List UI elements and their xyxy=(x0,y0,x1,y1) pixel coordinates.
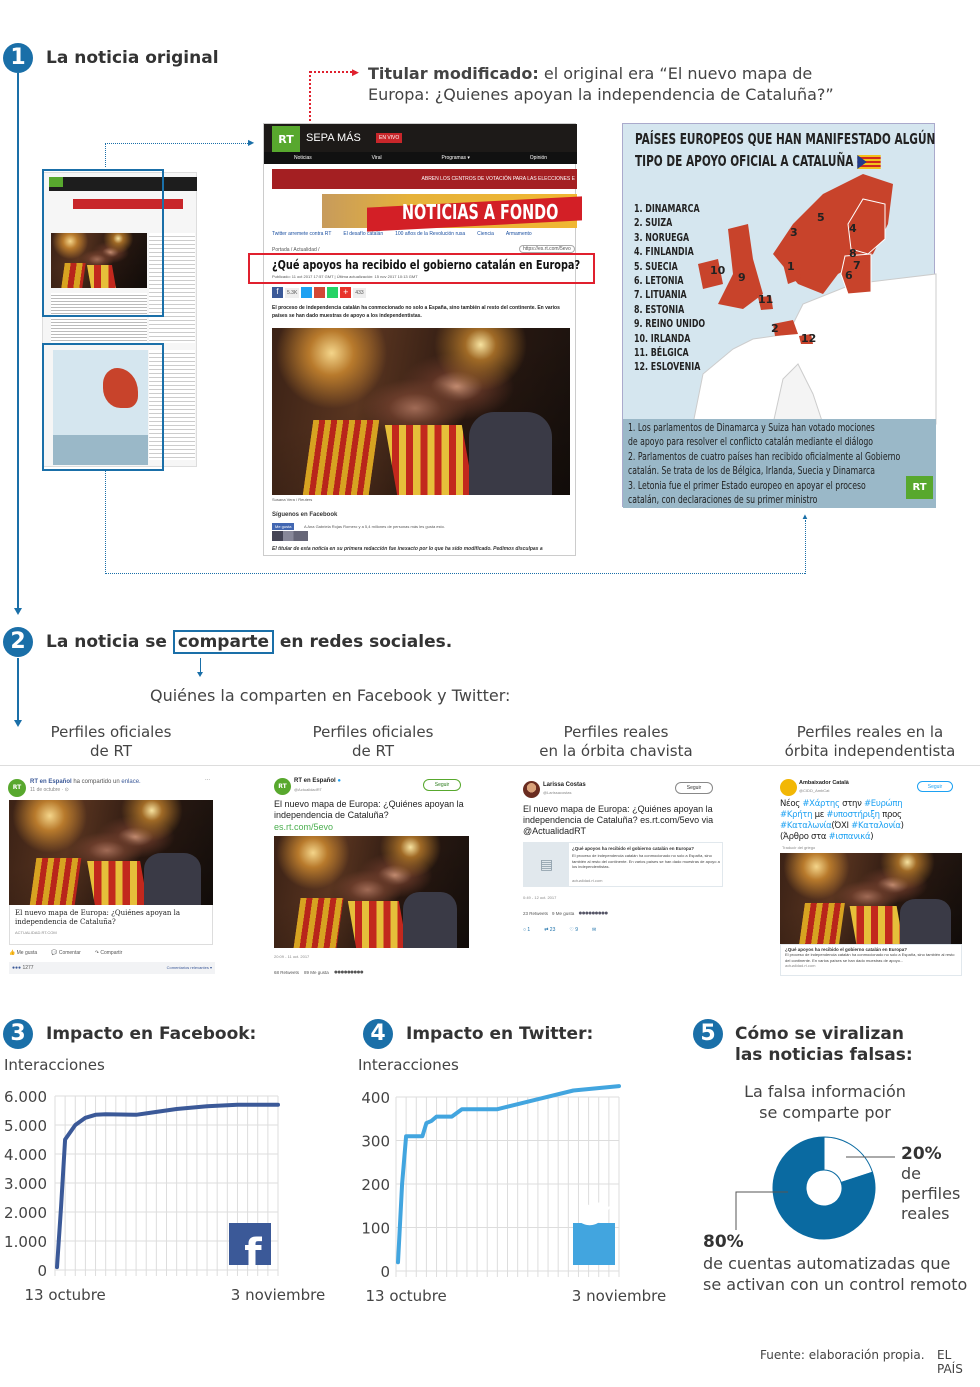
comments-sort[interactable]: Comentarios relevantes ▾ xyxy=(166,965,212,970)
y-tick-label: 5.000 xyxy=(4,1117,47,1135)
annotation-connector xyxy=(310,71,356,73)
account-name: Larissa Costas xyxy=(543,782,586,788)
column-header: Perfiles reales en la órbita chavista xyxy=(539,723,693,760)
automated-accounts-percent: 80% xyxy=(703,1232,744,1252)
comment-button[interactable]: 💬 Comentar xyxy=(51,950,81,956)
plus-share-icon[interactable]: + xyxy=(340,287,351,298)
post-photo[interactable] xyxy=(9,800,213,905)
headline-annotation: Titular modificado: el original era “El nuevo mapa de Europa: ¿Quienes apoyan la independencia de Cataluña?” xyxy=(368,64,834,104)
map-note-line: 2. Parlamentos de cuatro países han recibido oficialmente al Gobierno xyxy=(628,450,901,463)
link-card[interactable]: ¿Qué apoyos ha recibido el gobierno catalán en Europa? El proceso de independencia catalán ha conmocionado no solo a España, sino también al resto del continente. En varios países se han dado muestras de apoyo... actualidad.rt.com xyxy=(780,944,962,976)
step-1-badge: 1 xyxy=(3,43,33,73)
map-number-label: 6 xyxy=(845,269,853,282)
arrow-down-icon xyxy=(14,608,22,615)
follow-button[interactable]: Seguir xyxy=(675,782,713,794)
automated-accounts-label: de cuentas automatizadas que se activan con un control remoto xyxy=(703,1254,968,1294)
column-header: Perfiles oficiales de RT xyxy=(312,723,434,760)
connector xyxy=(200,658,201,672)
section-2-title: La noticia se comparte en redes sociales. xyxy=(46,632,453,652)
facebook-glyph: f xyxy=(244,1231,262,1277)
site-tagline: SEPA MÁS xyxy=(306,132,361,144)
donut-intro: La falsa información se comparte por xyxy=(744,1082,906,1122)
like-button[interactable]: 👍 Me gusta xyxy=(9,950,38,956)
translate-link[interactable]: Traducir del griego xyxy=(782,845,816,850)
map-number-label: 10 xyxy=(710,264,726,277)
y-tick-label: 3.000 xyxy=(4,1175,47,1193)
topic-link[interactable]: El desafío catalán xyxy=(343,231,384,237)
breaking-banner[interactable]: ABREN LOS CENTROS DE VOTACIÓN PARA LAS ELECCIONES E xyxy=(272,169,577,189)
map-note-line: catalán. Se trata de los de Bélgica, Irlanda, Suecia y Dinamarca xyxy=(628,465,875,478)
section-3-title: Impacto en Facebook: xyxy=(46,1024,257,1044)
country-list xyxy=(634,202,705,375)
source-note: Fuente: elaboración propia. xyxy=(760,1348,925,1362)
tweet-time: 20:09 - 11 oct. 2017 xyxy=(274,954,310,959)
map-notes xyxy=(623,419,936,508)
friend-avatars xyxy=(272,531,308,541)
map-number-label: 12 xyxy=(801,332,817,345)
reactions-bar xyxy=(9,962,215,974)
map-number-label: 2 xyxy=(771,322,779,335)
y-tick-label: 200 xyxy=(361,1176,390,1194)
y-tick-label: 400 xyxy=(361,1089,390,1107)
article-lead: El proceso de independencia catalán ha conmocionado no solo a España, sino también al resto del continente. En varios países se han dado muestras de apoyo a los independentistas. xyxy=(272,305,560,319)
whatsapp-share-icon[interactable] xyxy=(327,287,338,298)
map-connector-up xyxy=(805,520,806,574)
y-tick-label: 300 xyxy=(361,1132,390,1151)
topic-link[interactable]: Ciencia xyxy=(477,231,494,237)
arrow-down-icon xyxy=(197,672,203,677)
map-number-label: 8 xyxy=(849,247,857,260)
breadcrumb[interactable]: Portada / Actualidad / xyxy=(272,247,320,253)
link-preview[interactable]: El nuevo mapa de Europa: ¿Quiénes apoyan la independencia de Cataluña? ACTUALIDAD.RT.COM xyxy=(9,905,213,945)
x-tick-label: 13 octubre xyxy=(365,1287,447,1305)
reaction-count: ●●● 1277 xyxy=(12,965,34,971)
facebook-chart xyxy=(0,1080,330,1310)
document-icon: ▤ xyxy=(524,843,569,886)
user-avatars: ●●●●●●●●● xyxy=(578,910,608,917)
tweet-card-rt xyxy=(270,775,470,975)
tweet-photo[interactable] xyxy=(780,853,962,944)
retweet-button[interactable]: ⇄ 23 xyxy=(544,927,556,933)
twitter-icon xyxy=(573,1223,615,1265)
map-number-label: 9 xyxy=(738,271,746,284)
page-name[interactable]: RT en Español xyxy=(30,779,72,785)
map-number-label: 5 xyxy=(817,211,825,224)
avatar: RT xyxy=(274,778,291,795)
country-list-item: 12. ESLOVENIA xyxy=(634,360,701,374)
section-1-title: La noticia original xyxy=(46,48,219,68)
correction-note: El titular de esta noticia en su primera redacción fue inexacto por lo que ha sido modificado. Pedimos disculpas a xyxy=(272,546,543,552)
x-tick-label: 3 noviembre xyxy=(571,1287,667,1305)
map-title: PAÍSES EUROPEOS QUE HAN MANIFESTADO ALGÚN TIPO DE APOYO OFICIAL A CATALUÑA xyxy=(635,130,936,170)
avatar: RT xyxy=(8,779,26,797)
real-profiles-percent: 20% xyxy=(901,1144,942,1164)
tweet-stats: 23 Retweets 9 Me gusta ●●●●●●●●● xyxy=(523,910,608,917)
nav-item[interactable]: Noticias xyxy=(293,155,312,161)
step-5-badge: 5 xyxy=(693,1019,723,1049)
step-4-badge: 4 xyxy=(363,1019,393,1049)
follow-button[interactable]: Seguir xyxy=(423,779,461,791)
article-screenshot xyxy=(263,123,581,556)
follow-button[interactable]: Seguir xyxy=(917,781,953,792)
section-banner: NOTICIAS A FONDO xyxy=(322,194,577,228)
avatar xyxy=(780,779,797,796)
arrow-up-icon: ▲ xyxy=(801,512,809,521)
arrow-right-icon: ▶ xyxy=(248,138,255,147)
reply-button[interactable]: ○ 1 xyxy=(523,927,531,933)
link-card[interactable]: ▤ ¿Qué apoyos ha recibido el gobierno catalán en Europa? El proceso de independencia catalán ha conmocionado no solo a España, sino también al resto del continente. En varios países se han dado muestras de apoyo a los independentistas. actualidad.rt.com xyxy=(523,842,723,887)
column-header: Perfiles oficiales de RT xyxy=(50,723,172,760)
europe-support-map xyxy=(622,123,935,507)
tweet-card-ambaixador xyxy=(777,775,967,980)
twitter-chart xyxy=(340,1080,667,1310)
post-actions xyxy=(9,950,122,956)
thumbnail-highlight-article xyxy=(42,169,164,317)
y-tick-label: 100 xyxy=(361,1219,390,1238)
tweet-text: El nuevo mapa de Europa: ¿Quiénes apoyan la independencia de Cataluña? xyxy=(274,799,464,820)
user-avatars: ●●●●●●●●● xyxy=(333,969,363,976)
country-list-item: 10. IRLANDA xyxy=(634,331,691,345)
timeline-line xyxy=(17,73,19,610)
country-list-item: 6. LETONIA xyxy=(634,274,684,288)
photo-credit: Susana Vera / Reuters xyxy=(272,497,313,502)
timeline-line xyxy=(17,658,19,720)
x-tick-label: 3 noviembre xyxy=(230,1286,326,1304)
map-number-label: 7 xyxy=(853,259,861,272)
country-list-item: 8. ESTONIA xyxy=(634,302,685,316)
map-number-label: 1 xyxy=(787,260,795,273)
tweet-actions xyxy=(523,927,596,933)
map-note-line: catalán, con declaraciones de su primer ministro xyxy=(628,494,818,507)
country-list-item: 11. BÉLGICA xyxy=(634,346,689,360)
short-url[interactable]: https://es.rt.com/5evo xyxy=(519,245,575,253)
nav-item[interactable]: Viral xyxy=(371,155,382,161)
map-number-label: 4 xyxy=(849,222,857,235)
account-name: Ambaixador Català xyxy=(799,780,849,786)
topic-link[interactable]: 100 años de la Revolución rusa xyxy=(395,231,466,237)
section-2-subtitle: Quiénes la comparten en Facebook y Twitter: xyxy=(150,686,511,705)
account-handle: @ActualidadRT xyxy=(294,787,322,792)
y-tick-label: 4.000 xyxy=(4,1146,47,1164)
brand-credit: EL PAÍS xyxy=(937,1348,963,1376)
arrow-right-icon: ▶ xyxy=(352,67,359,77)
country-list-item: 3. NORUEGA xyxy=(634,230,690,244)
account-handle: @CIDD_AmbCat xyxy=(799,788,830,793)
like-text: A Ana Gabriela Rojas Romero y a 5,4 millones de personas más les gusta esto. xyxy=(304,524,445,529)
tweet-text: Νέος #Χάρτης στην #Ευρώπη #Κρήτη με #υποστήριξη προς #Καταλωνία(ΌΧΙ #Καταλονία) (Άρθρο στα #ισπανικά) xyxy=(780,799,904,842)
step-3-badge: 3 xyxy=(3,1019,33,1049)
nav-item[interactable]: Programas ▾ xyxy=(441,155,470,161)
real-profiles-label: de perfiles reales xyxy=(901,1164,961,1223)
y-tick-label: 1.000 xyxy=(4,1233,47,1251)
article-photo xyxy=(272,328,570,495)
estelada-flag-icon xyxy=(857,155,880,169)
column-header: Perfiles reales en la órbita independentista xyxy=(784,723,956,760)
tweet-time: 0:49 - 12 oct. 2017 xyxy=(523,895,557,900)
message-button[interactable]: ✉ xyxy=(592,927,597,933)
y-tick-label: 0 xyxy=(380,1263,390,1281)
article-headline: ¿Qué apoyos ha recibido el gobierno catalán en Europa? xyxy=(272,258,581,272)
country-list-item: 2. SUIZA xyxy=(634,216,673,230)
share-bar: f 5.3K + 433 xyxy=(272,287,366,298)
step-2-badge: 2 xyxy=(3,627,33,657)
tweet-card-larissa xyxy=(520,775,725,940)
account-name: RT en Español ● xyxy=(294,778,341,784)
nav-item[interactable]: Opinión xyxy=(529,155,548,161)
section-5-title: Cómo se viralizan las noticias falsas: xyxy=(735,1024,913,1065)
y-tick-label: 2.000 xyxy=(4,1204,47,1222)
tweet-photo[interactable] xyxy=(274,836,469,948)
tweet-stats: 68 Retweets 89 Me gusta ●●●●●●●●● xyxy=(274,969,363,976)
reaction-icons: ●●● xyxy=(12,965,22,971)
country-list-item: 7. LITUANIA xyxy=(634,288,687,302)
verified-icon: ● xyxy=(337,778,341,784)
country-list-item: 5. SUECIA xyxy=(634,259,678,273)
facebook-share-icon[interactable]: f xyxy=(272,287,283,298)
facebook-like-button[interactable]: Me gusta xyxy=(272,523,294,530)
x-tick-label: 13 octubre xyxy=(24,1286,106,1304)
topic-link[interactable]: Armamento xyxy=(505,231,532,237)
main-nav xyxy=(264,152,577,164)
thumbnail-connector xyxy=(105,143,250,167)
post-date: 11 de octubre · ⊙ xyxy=(30,787,69,793)
section-4-title: Impacto en Twitter: xyxy=(406,1024,594,1044)
map-note-line: 1. Los parlamentos de Dinamarca y Suiza han votado mociones xyxy=(628,422,875,434)
y-axis-label: Interacciones xyxy=(358,1056,459,1074)
follow-heading: Síguenos en Facebook xyxy=(272,512,338,518)
country-list-item: 4. FINLANDIA xyxy=(634,245,694,259)
publish-date: Publicado: 11 oct 2017 17:57 GMT | Última actualización: 15 nov 2017 10:13 GMT xyxy=(272,274,418,279)
account-handle: @Larissacostas xyxy=(543,790,572,795)
facebook-post-card: RT RT en Español ha compartido un enlace. 11 de octubre · ⊙ ··· El nuevo mapa de Europa: ¿Quiénes apoyan la independencia de Cataluña? ACTUALIDAD.RT.COM 👍 Me gusta 💬 Comentar ↷ Compartir ●●● 1277 Comentarios relevantes ▾ xyxy=(5,775,215,975)
country-list-item: 9. REINO UNIDO xyxy=(634,317,706,331)
tweet-link[interactable]: es.rt.com/5evo xyxy=(274,822,334,832)
y-tick-label: 6.000 xyxy=(4,1088,47,1106)
share-button[interactable]: ↷ Compartir xyxy=(94,950,123,956)
share-highlight: comparte xyxy=(173,630,274,654)
rt-logo: RT xyxy=(272,126,300,154)
map-number-label: 3 xyxy=(790,226,798,239)
country-list-item: 1. DINAMARCA xyxy=(634,202,700,215)
googleplus-share-icon[interactable] xyxy=(314,287,325,298)
live-button[interactable]: EN VIVO xyxy=(376,133,402,143)
like-button[interactable]: ♡ 9 xyxy=(569,927,579,933)
twitter-share-icon[interactable] xyxy=(301,287,312,298)
thumbnail-highlight-map xyxy=(42,343,164,471)
more-options-icon[interactable]: ··· xyxy=(205,777,210,783)
map-note-line: de apoyo para resolver el conflicto catalán mediante el diálogo xyxy=(628,436,873,449)
map-number-label: 11 xyxy=(758,293,774,306)
map-note-line: 3. Letonia fue el primer Estado europeo en apoyar el proceso xyxy=(628,479,866,492)
headline-highlight xyxy=(248,253,595,284)
divider xyxy=(0,765,980,766)
avatar xyxy=(523,781,540,798)
tweet-text: El nuevo mapa de Europa: ¿Quiénes apoyan la independencia de Cataluña? es.rt.com/5evo via @ActualidadRT xyxy=(523,804,714,836)
topic-link[interactable]: Twitter arremete contra RT xyxy=(272,231,332,237)
y-axis-label: Interacciones xyxy=(4,1056,105,1074)
twitter-bird xyxy=(580,1200,610,1225)
y-tick-label: 0 xyxy=(37,1262,47,1280)
rt-logo: RT xyxy=(906,476,933,499)
topic-links xyxy=(272,231,532,237)
